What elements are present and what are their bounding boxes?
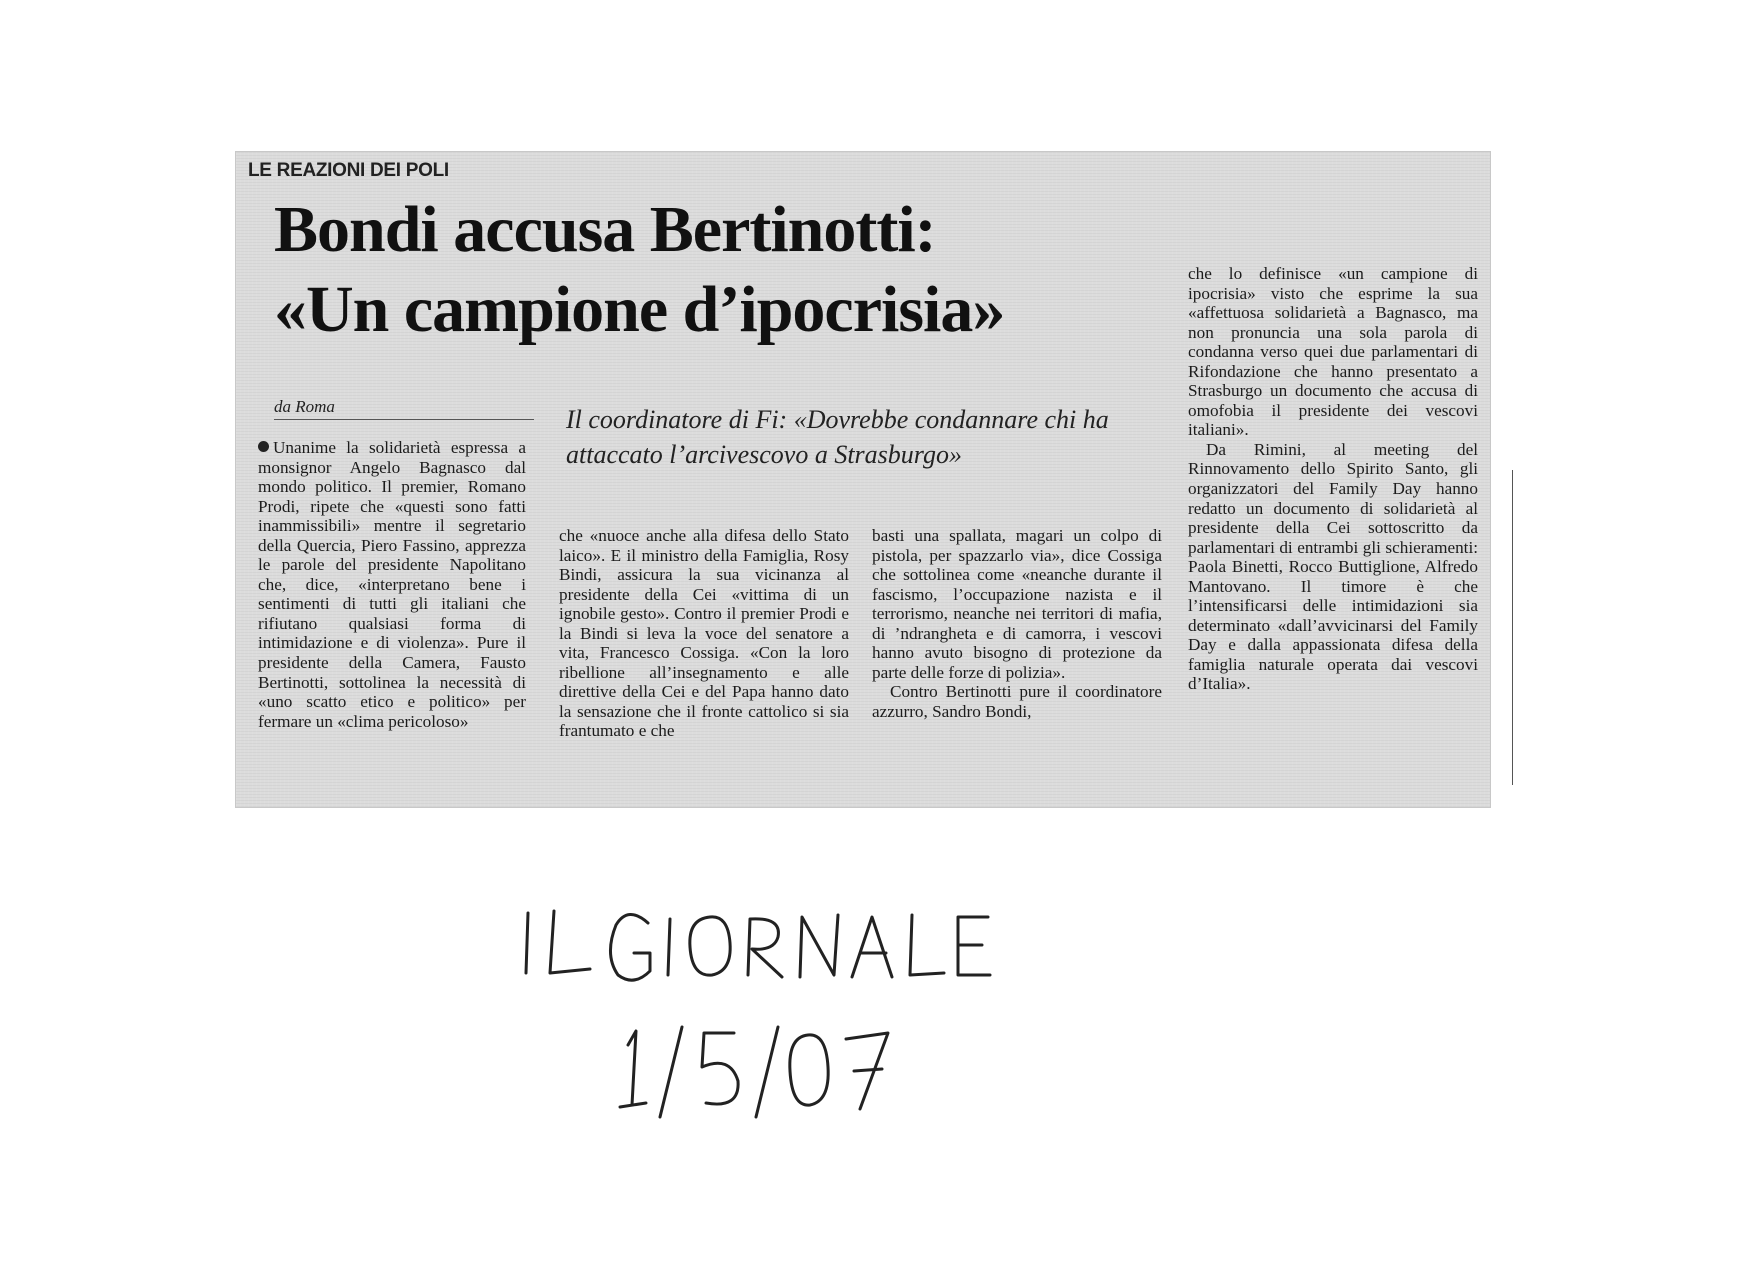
column-4-text-1: che lo definisce «un campione di ipocrisia» visto che esprime la sua «affettuosa solidarietà a Bagnasco, ma non pronuncia una sola parola di condanna verso quei due parlamentari di Rifondazione che hanno presentato a Strasburgo un documento che accusa di omofobia il presidente dei vescovi italiani».	[1188, 264, 1478, 440]
section-kicker: LE REAZIONI DEI POLI	[248, 160, 449, 181]
headline-line-1: Bondi accusa Bertinotti:	[274, 193, 936, 266]
headline	[274, 190, 1154, 350]
column-1-text: Unanime la solidarietà espressa a monsignor Angelo Bagnasco dal mondo politico. Il premier, Romano Prodi, ripete che «questi sono fatti inammissibili» mentre il segretario della Quercia, Piero Fassino, apprezza le parole del presidente Napolitano che, dice, «interpretano bene i sentimenti di tutti gli italiani che rifiutano qualsiasi forma di intimidazione e di violenza». Pure il presidente della Camera, Fausto Bertinotti, sottolinea la necessità di «uno scatto etico e politico» per fermare un «clima pericoloso»	[258, 438, 526, 731]
scan-edge-line	[1512, 470, 1513, 785]
bullet-icon	[258, 441, 269, 452]
headline-line-2: «Un campione d’ipocrisia»	[274, 273, 1005, 346]
article-column-3	[872, 526, 1162, 721]
article-column-4	[1188, 264, 1478, 694]
column-2-text: che «nuoce anche alla difesa dello Stato laico». E il ministro della Famiglia, Rosy Bindi, assicura la sua vicinanza al presidente della Cei «vittima di un ignobile gesto». Contro il premier Prodi e la Bindi si leva la voce del senatore a vita, Francesco Cossiga. «Con la loro ribellione all’insegnamento e alle direttive della Cei e del Papa hanno dato la sensazione che il fronte cattolico si sia frantumato e che	[559, 526, 849, 741]
column-3-text-1: basti una spallata, magari un colpo di pistola, per spazzarlo via», dice Cossiga che sottolinea come «neanche durante il fascismo, l’occupazione nazista e il terrorismo, neanche nei territori di mafia, di ’ndrangheta e di camorra, i vescovi hanno avuto bisogno di protezione da parte delle forze di polizia».	[872, 526, 1162, 682]
subheadline: Il coordinatore di Fi: «Dovrebbe condannare chi ha attaccato l’arcivescovo a Strasburgo»	[566, 405, 1109, 469]
article-column-1	[258, 438, 526, 731]
newspaper-clipping	[236, 152, 1490, 807]
column-3-text-2: Contro Bertinotti pure il coordinatore azzurro, Sandro Bondi,	[872, 682, 1162, 721]
byline-row	[274, 397, 534, 420]
byline: da Roma	[274, 397, 534, 420]
column-4-text-2: Da Rimini, al meeting del Rinnovamento dello Spirito Santo, gli organizzatori del Family Day hanno redatto un documento di solidarietà al presidente della Cei sottoscritto da parlamentari di entrambi gli schieramenti: Paola Binetti, Rocco Buttiglione, Alfredo Mantovano. Il timore è che l’intensificarsi delle intimidazioni sia determinato «dall’avvicinarsi del Family Day e dalla appassionata difesa della famiglia naturale operata dai vescovi d’Italia».	[1188, 439, 1478, 694]
handwritten-note	[520, 895, 1000, 1135]
article-column-2	[559, 526, 849, 741]
